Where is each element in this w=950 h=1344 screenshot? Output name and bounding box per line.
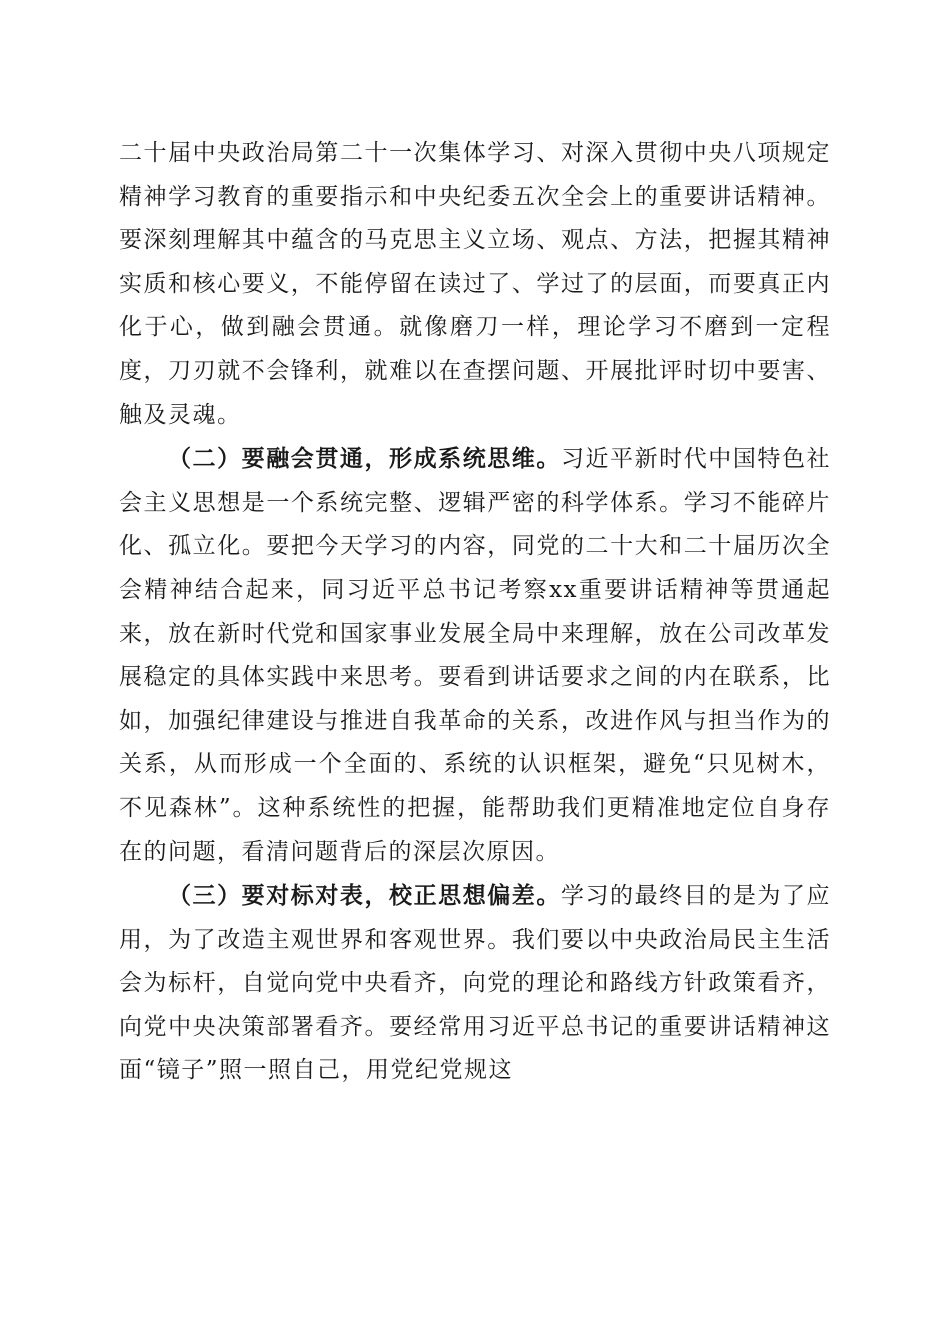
paragraph-section-2 [119, 437, 831, 874]
section-heading: （二）要融会贯通，形成系统思维。 [168, 445, 561, 473]
paragraph-text: 学习的最终目的是为了应用，为了改造主观世界和客观世界。我们要以中央政治局民主生活会为标杆，自觉向党中央看齐，向党的理论和路线方针政策看齐，向党中央决策部署看齐。要经常用习近平总书记的重要讲话精神这面“镜子”照一照自己，用党纪党规这 [119, 883, 832, 1084]
section-heading: （三）要对标对表，校正思想偏差。 [168, 882, 561, 910]
paragraph-section-3 [119, 874, 831, 1093]
paragraph-text: 二十届中央政治局第二十一次集体学习、对深入贯彻中央八项规定精神学习教育的重要指示和中央纪委五次全会上的重要讲话精神。要深刻理解其中蕴含的马克思主义立场、观点、方法，把握其精神实质和核心要义，不能停留在读过了、学过了的层面，而要真正内化于心，做到融会贯通。就像磨刀一样，理论学习不磨到一定程度，刀刃就不会锋利，就难以在查摆问题、开展批评时切中要害、触及灵魂。 [119, 140, 831, 428]
paragraph-continuation [119, 132, 831, 437]
paragraph-text: 习近平新时代中国特色社会主义思想是一个系统完整、逻辑严密的科学体系。学习不能碎片化、孤立化。要把今天学习的内容，同党的二十大和二十届历次全会精神结合起来，同习近平总书记考察xx重要讲话精神等贯通起来，放在新时代党和国家事业发展全局中来理解，放在公司改革发展稳定的具体实践中来思考。要看到讲话要求之间的内在联系，比如，加强纪律建设与推进自我革命的关系，改进作风与担当作为的关系，从而形成一个全面的、系统的认识框架，避免“只见树木，不见森林”。这种系统性的把握，能帮助我们更精准地定位自身存在的问题，看清问题背后的深层次原因。 [119, 446, 832, 865]
document-body [119, 132, 831, 1093]
